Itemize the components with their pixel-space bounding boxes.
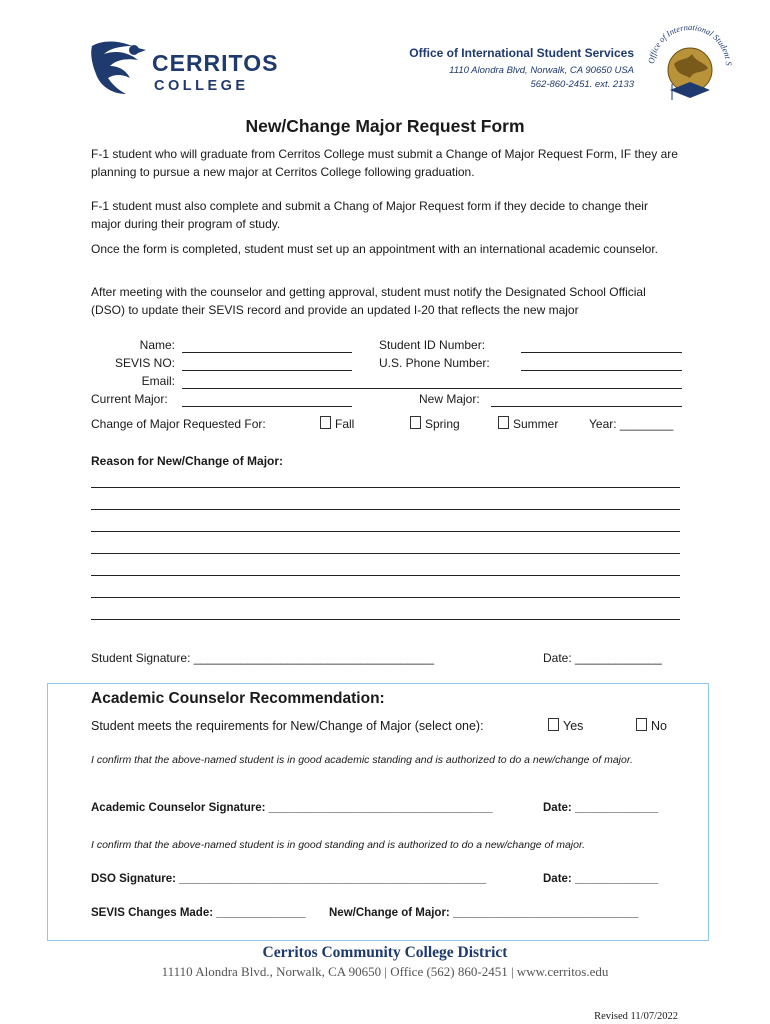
form-title: New/Change Major Request Form xyxy=(245,116,525,136)
student-id-label: Student ID Number: xyxy=(379,338,486,352)
new-change-major-field[interactable]: New/Change of Major: _____________________________ xyxy=(329,907,639,919)
student-signature-field[interactable]: Student Signature: ____________________________________ xyxy=(91,651,434,665)
meets-requirements-label: Student meets the requirements for New/Change of Major (select one): xyxy=(91,719,484,733)
term-option-fall[interactable] xyxy=(320,416,354,431)
spring-checkbox[interactable] xyxy=(410,416,421,429)
dso-date-field[interactable]: Date: _____________ xyxy=(543,873,659,885)
reason-line[interactable] xyxy=(91,553,680,554)
instruction-paragraph-2: F-1 student must also complete and submit a Chang of Major Request form if they decide to change their major during their program of study. xyxy=(91,199,648,231)
counselor-signature-field[interactable]: Academic Counselor Signature: ___________________________________ xyxy=(91,802,493,814)
year-field[interactable]: Year: ________ xyxy=(589,417,674,431)
student-date-field[interactable]: Date: _____________ xyxy=(543,651,662,665)
district-name: Cerritos Community College District xyxy=(262,944,508,961)
no-checkbox[interactable] xyxy=(636,718,647,731)
revision-date: Revised 11/07/2022 xyxy=(594,1011,678,1022)
spring-label: Spring xyxy=(425,417,460,431)
counselor-date-field[interactable]: Date: _____________ xyxy=(543,802,659,814)
college-logo xyxy=(88,38,279,100)
office-title: Office of International Student Services xyxy=(409,46,634,60)
summer-checkbox[interactable] xyxy=(498,416,509,429)
current-major-field[interactable] xyxy=(182,406,352,407)
name-label: Name: xyxy=(139,338,175,352)
reason-line[interactable] xyxy=(91,531,680,532)
email-label: Email: xyxy=(141,374,175,388)
reason-line[interactable] xyxy=(91,619,680,620)
instruction-paragraph-3: Once the form is completed, student must set up an appointment with an international academic counselor. xyxy=(91,242,658,256)
phone-label: U.S. Phone Number: xyxy=(379,356,490,370)
office-address: 1110 Alondra Blvd, Norwalk, CA 90650 USA xyxy=(449,65,634,76)
student-id-field[interactable] xyxy=(521,352,682,353)
no-label: No xyxy=(651,719,667,733)
college-name: CERRITOS xyxy=(152,50,279,76)
current-major-label: Current Major: xyxy=(91,392,168,406)
office-phone: 562-860-2451. ext. 2133 xyxy=(530,79,634,90)
yes-label: Yes xyxy=(563,719,584,733)
recommendation-heading: Academic Counselor Recommendation: xyxy=(91,690,385,707)
phone-field[interactable] xyxy=(521,370,682,371)
instruction-paragraph-4: After meeting with the counselor and getting approval, student must notify the Designated School Official (DSO) to update their SEVIS record and provide an updated I-20 that reflects the new major xyxy=(91,285,646,317)
sevis-label: SEVIS NO: xyxy=(114,356,175,370)
college-subname: COLLEGE xyxy=(154,78,249,94)
reason-line[interactable] xyxy=(91,487,680,488)
fall-label: Fall xyxy=(335,417,355,431)
reason-line[interactable] xyxy=(91,509,680,510)
name-field[interactable] xyxy=(182,352,352,353)
reason-line[interactable] xyxy=(91,597,680,598)
term-option-summer[interactable] xyxy=(498,416,558,431)
fall-checkbox[interactable] xyxy=(320,416,331,429)
globe-seal-icon xyxy=(644,24,736,106)
yes-checkbox[interactable] xyxy=(548,718,559,731)
sevis-changes-field[interactable]: SEVIS Changes Made: ______________ xyxy=(91,907,306,919)
new-major-field[interactable] xyxy=(491,406,682,407)
eagle-logo-icon xyxy=(88,38,150,100)
good-standing-statement: I confirm that the above-named student is in good standing and is authorized to do a new/change of major. xyxy=(91,839,586,851)
email-field[interactable] xyxy=(182,388,682,389)
instruction-paragraph-1: F-1 student who will graduate from Cerritos College must submit a Change of Major Request Form, IF they are planning to pursue a new major at Cerritos College following graduation. xyxy=(91,147,678,179)
dso-signature-field[interactable]: DSO Signature: ________________________________________________ xyxy=(91,873,487,885)
sevis-field[interactable] xyxy=(182,370,352,371)
change-for-label: Change of Major Requested For: xyxy=(91,417,266,431)
new-major-label: New Major: xyxy=(419,392,480,406)
academic-standing-statement: I confirm that the above-named student is in good academic standing and is authorized to do a new/change of major. xyxy=(91,754,633,766)
reason-label: Reason for New/Change of Major: xyxy=(91,454,284,468)
no-option[interactable] xyxy=(636,718,667,733)
yes-option[interactable] xyxy=(548,718,583,733)
seal-text: Office of International Student S xyxy=(646,24,735,66)
reason-line[interactable] xyxy=(91,575,680,576)
office-info xyxy=(334,46,634,90)
summer-label: Summer xyxy=(513,417,559,431)
office-seal xyxy=(644,24,736,106)
district-address: 11110 Alondra Blvd., Norwalk, CA 90650 | Office (562) 860-2451 | www.cerritos.edu xyxy=(161,964,609,979)
term-option-spring[interactable] xyxy=(410,416,460,431)
